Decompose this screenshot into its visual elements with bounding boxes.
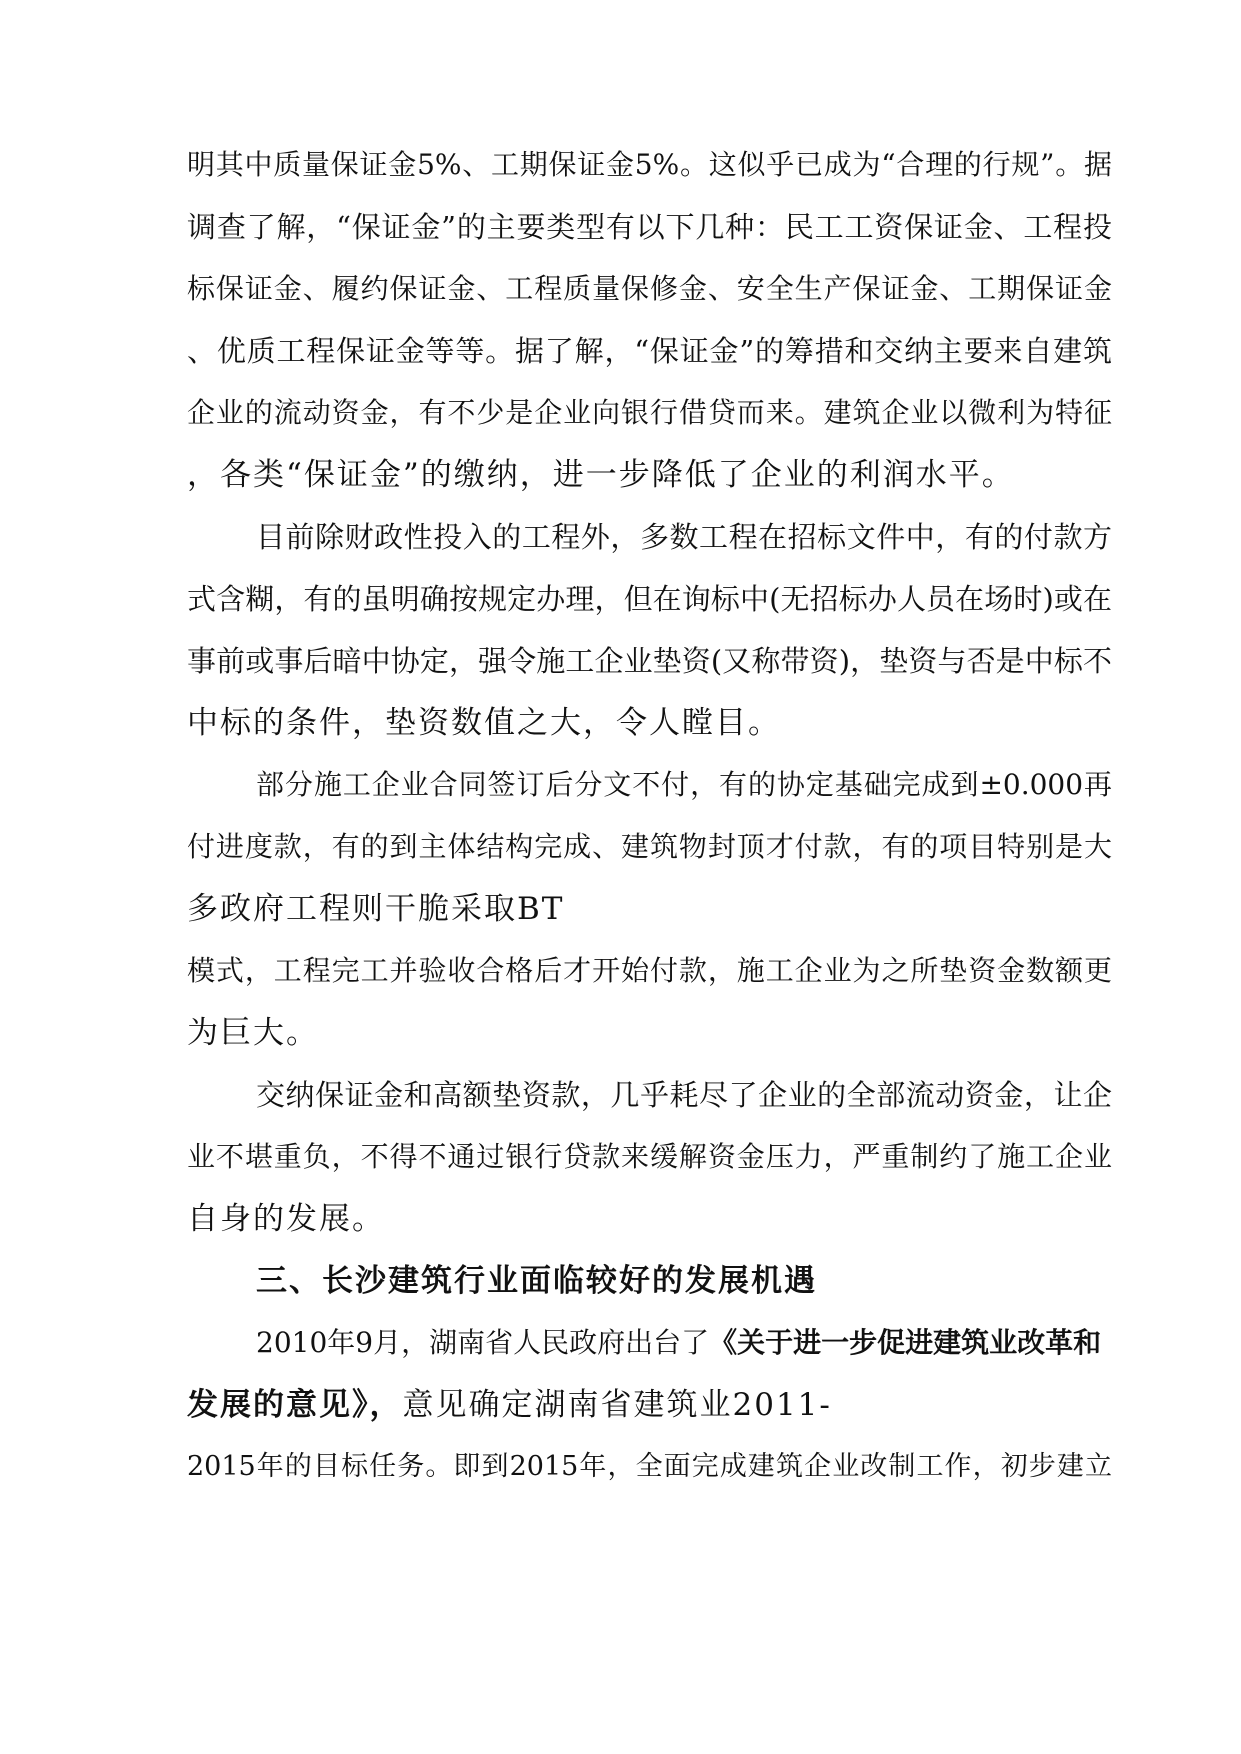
text-line: 、优质工程保证金等等。据了解，“保证金”的筹措和交纳主要来自建筑 <box>187 334 1112 368</box>
document-title-reference: 《关于进一步促进建筑业改革和 <box>709 1326 1102 1359</box>
text-line: 明其中质量保证金5%、工期保证金5%。这似乎已成为“合理的行规”。据 <box>187 148 1112 181</box>
text-line: 模式，工程完工并验收合格后才开始付款，施工企业为之所垫资金数额更 <box>187 954 1112 987</box>
text-line: 标保证金、履约保证金、工程质量保修金、安全生产保证金、工期保证金 <box>187 272 1112 305</box>
text-line: 中标的条件，垫资数值之大，令人瞠目。 <box>187 705 781 741</box>
document-title-reference: 发展的意见》， <box>187 1387 403 1423</box>
text-line: 多政府工程则干脆采取BT <box>187 891 565 927</box>
text-line: 事前或事后暗中协定，强令施工企业垫资(又称带资)，垫资与否是中标不 <box>187 644 1112 678</box>
text-line <box>187 1381 1112 1429</box>
text-line: 式含糊，有的虽明确按规定办理，但在询标中(无招标办人员在场时)或在 <box>187 582 1112 616</box>
text-line: 自身的发展。 <box>187 1201 385 1237</box>
text-line: 目前除财政性投入的工程外，多数工程在招标文件中，有的付款方 <box>256 520 1112 554</box>
text-line: 调查了解，“保证金”的主要类型有以下几种：民工工资保证金、工程投 <box>187 210 1112 244</box>
text-line: 部分施工企业合同签订后分文不付，有的协定基础完成到±0.000再 <box>256 768 1112 801</box>
text-line: 2015年的目标任务。即到2015年，全面完成建筑企业改制工作，初步建立 <box>187 1451 1112 1482</box>
text-span: 意见确定湖南省建筑业2011- <box>402 1387 832 1423</box>
text-line: ，各类“保证金”的缴纳，进一步降低了企业的利润水平。 <box>187 457 1015 493</box>
text-line: 交纳保证金和高额垫资款，几乎耗尽了企业的全部流动资金，让企 <box>256 1078 1112 1112</box>
text-span: 2010年9月，湖南省人民政府出台了 <box>256 1326 710 1359</box>
document-page <box>187 0 1112 1754</box>
text-line <box>187 1319 1112 1367</box>
text-line: 付进度款，有的到主体结构完成、建筑物封顶才付款，有的项目特别是大 <box>187 830 1112 863</box>
text-line: 企业的流动资金，有不少是企业向银行借贷而来。建筑企业以微利为特征 <box>187 396 1112 429</box>
section-heading: 三、长沙建筑行业面临较好的发展机遇 <box>256 1263 817 1299</box>
text-line: 业不堪重负，不得不通过银行贷款来缓解资金压力，严重制约了施工企业 <box>187 1140 1112 1173</box>
text-line: 为巨大。 <box>187 1015 319 1051</box>
